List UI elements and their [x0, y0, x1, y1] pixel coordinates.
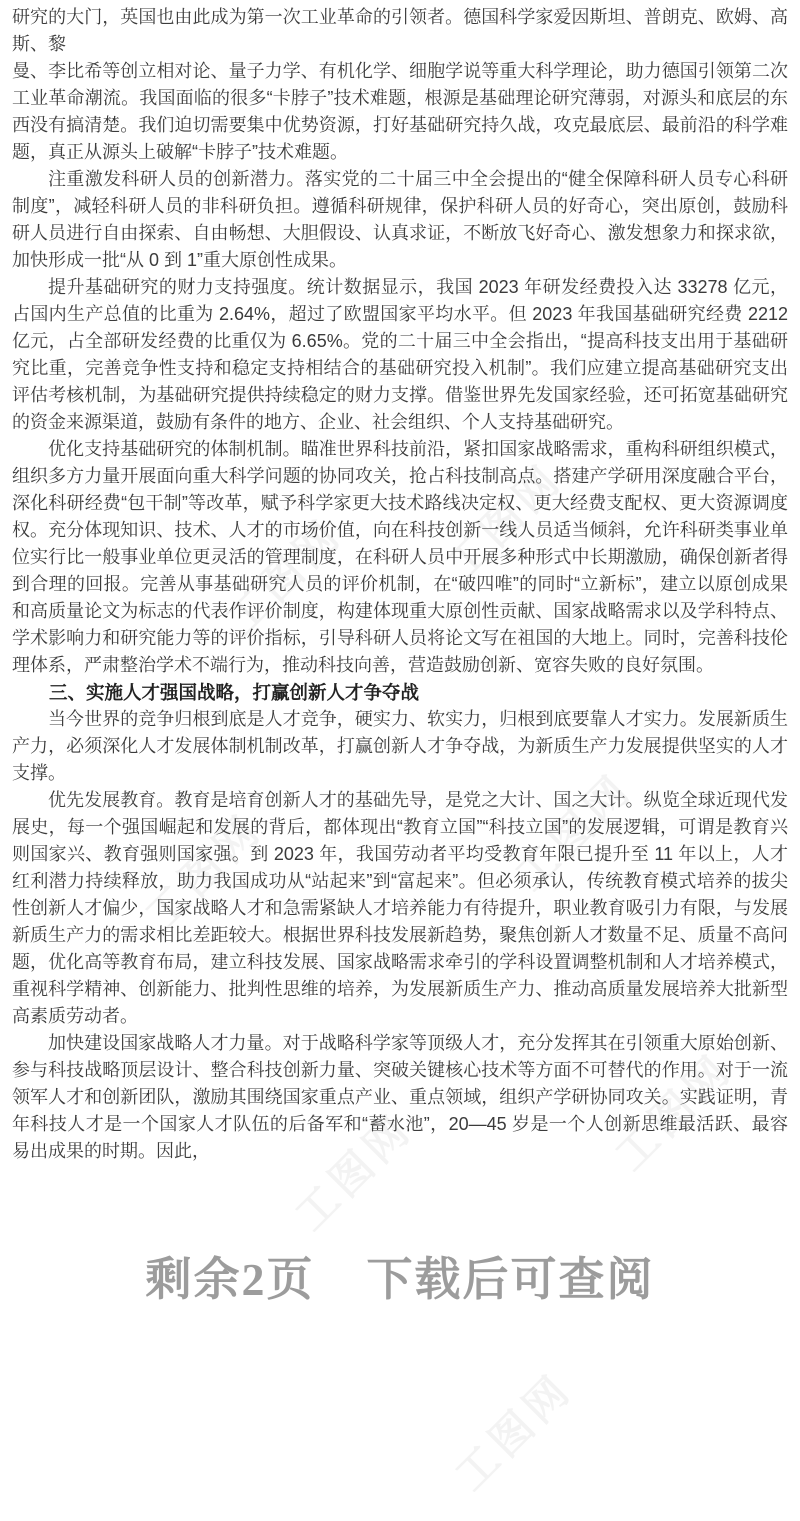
paragraph-funding-support: 提升基础研究的财力支持强度。统计数据显示，我国 2023 年研发经费投入达 33278 亿元，占国内生产总值的比重为 2.64%，超过了欧盟国家平均水平。但 2023 年我国基础研究经费 2212 亿元，占全部研发经费的比重仅为 6.65%。党的二十届三中全会指出，“提高科技支出用于基础研究比重，完善竞争性支持和稳定支持相结合的基础研究投入机制”。我们应建立提高基础研究支出评估考核机制，为基础研究提供持续稳定的财力支撑。借鉴世界先发国家经验，还可拓宽基础研究的资金来源渠道，鼓励有条件的地方、企业、社会组织、个人支持基础研究。 [12, 277, 788, 432]
section-heading-talent-strategy: 三、实施人才强国战略，打赢创新人才争夺战 [49, 682, 420, 703]
download-hint-label: 下载后可查阅 [366, 1254, 655, 1305]
remaining-pages-label: 剩余2页 [145, 1254, 315, 1305]
watermark-text [440, 1358, 584, 1502]
paragraph-research-potential: 注重激发科研人员的创新潜力。落实党的二十届三中全会提出的“健全保障科研人员专心科研制度”，减轻科研人员的非科研负担。遵循科研规律，保护科研人员的好奇心，突出原创，鼓励科研人员进行自由探索、自由畅想、大胆假设、认真求证，不断放飞好奇心、激发想象力和探求欲，加快形成一批“从 0 到 1”重大原创性成果。 [12, 169, 788, 270]
paragraph-institutional-mechanism: 优化支持基础研究的体制机制。瞄准世界科技前沿，紧扣国家战略需求，重构科研组织模式，组织多方力量开展面向重大科学问题的协同攻关，抢占科技制高点。搭建产学研用深度融合平台，深化科研经费“包干制”等改革，赋予科学家更大技术路线决定权、更大经费支配权、更大资源调度权。充分体现知识、技术、人才的市场价值，向在科技创新一线人员适当倾斜，允许科研类事业单位实行比一般事业单位更灵活的管理制度，在科研人员中开展多种形式中长期激励，确保创新者得到合理的回报。完善从事基础研究人员的评价机制，在“破四唯”的同时“立新标”，建立以原创成果和高质量论文为标志的代表作评价制度，构建体现重大原创性贡献、国家战略需求以及学科特点、学术影响力和研究能力等的评价指标，引导科研人员将论文写在祖国的大地上。同时，完善科技伦理体系，严肃整治学术不端行为，推动科技向善，营造鼓励创新、宽容失败的良好氛围。 [12, 439, 788, 675]
paragraph-talent-competition: 当今世界的竞争归根到底是人才竞争，硬实力、软实力，归根到底要靠人才实力。发展新质生产力，必须深化人才发展体制机制改革，打赢创新人才争夺战，为新质生产力发展提供坚实的人才支撑。 [12, 709, 788, 783]
paragraph-top-fragment: 研究的大门，英国也由此成为第一次工业革命的引领者。德国科学家爱因斯坦、普朗克、欧姆、高斯、黎 [12, 7, 788, 54]
paragraph-education-priority: 优先发展教育。教育是培育创新人才的基础先导，是党之大计、国之大计。纵览全球近现代发展史，每一个强国崛起和发展的背后，都体现出“教育立国”“科技立国”的发展逻辑，可谓是教育兴则国家兴、教育强则国家强。到 2023 年，我国劳动者平均受教育年限已提升至 11 年以上，人才红利潜力持续释放，助力我国成功从“站起来”到“富起来”。但必须承认，传统教育模式培养的拔尖性创新人才偏少，国家战略人才和急需紧缺人才培养能力有待提升，职业教育吸引力有限，与发展新质生产力的需求相比差距较大。根据世界科技发展新趋势，聚焦创新人才数量不足、质量不高问题，优化高等教育布局，建立科技发展、国家战略需求牵引的学科设置调整机制和人才培养模式，重视科学精神、创新能力、批判性思维的培养，为发展新质生产力、推动高质量发展培养大批新型高素质劳动者。 [12, 790, 788, 1026]
paragraph-continuation: 曼、李比希等创立相对论、量子力学、有机化学、细胞学说等重大科学理论，助力德国引领第二次工业革命潮流。我国面临的很多“卡脖子”技术难题，根源是基础理论研究薄弱，对源头和底层的东西没有搞清楚。我们迫切需要集中优势资源，打好基础研究持久战，攻克最底层、最前沿的科学难题，真正从源头上破解“卡脖子”技术难题。 [12, 61, 788, 162]
preview-footer [12, 1253, 788, 1307]
paragraph-strategic-talent: 加快建设国家战略人才力量。对于战略科学家等顶级人才，充分发挥其在引领重大原始创新、参与科技战略顶层设计、整合科技创新力量、突破关键核心技术等方面不可替代的作用。对于一流领军人才和创新团队，激励其围绕国家重点产业、重点领域，组织产学研协同攻关。实践证明，青年科技人才是一个国家人才队伍的后备军和“蓄水池”，20—45 岁是一个人创新思维最活跃、最容易出成果的时期。因此， [12, 1033, 788, 1161]
